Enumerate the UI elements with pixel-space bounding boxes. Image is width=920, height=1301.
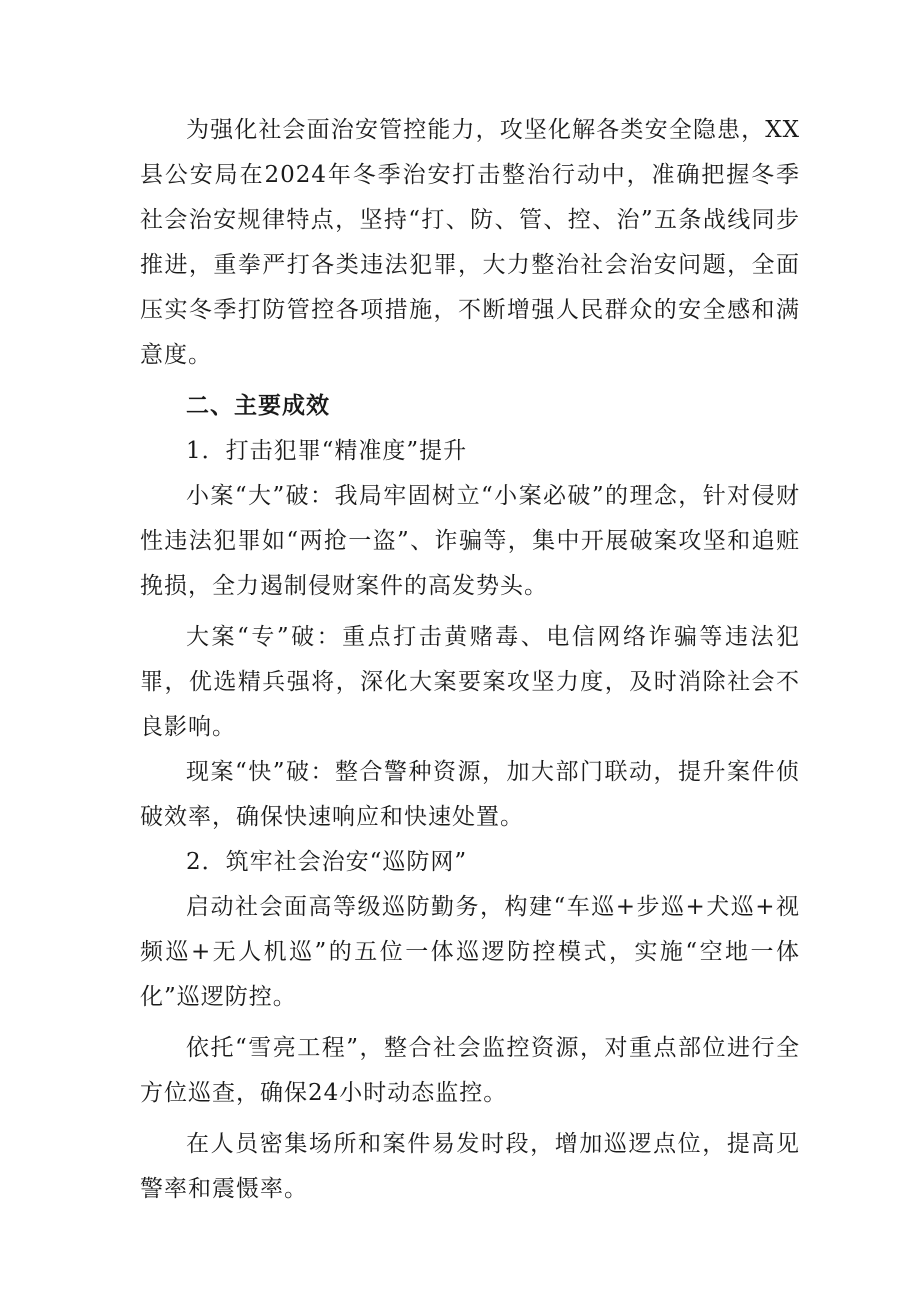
paragraph-small-cases: 小案“大”破：我局牢固树立“小案必破”的理念，针对侵财性违法犯罪如“两抢一盗”、诈骗等，集中开展破案攻坚和追赃挽损，全力遏制侵财案件的高发势头。 xyxy=(140,483,800,599)
subsection-title-1: 1．打击犯罪“精准度”提升 xyxy=(186,438,468,464)
paragraph-surveillance: 依托“雪亮工程”，整合社会监控资源，对重点部位进行全方位巡查，确保24小时动态监控。 xyxy=(140,1035,800,1106)
section-heading: 二、主要成效 xyxy=(186,393,330,419)
paragraph-current-cases: 现案“快”破：整合警种资源，加大部门联动，提升案件侦破效率，确保快速响应和快速处置。 xyxy=(140,759,800,830)
document-page xyxy=(140,108,800,1212)
intro-paragraph: 为强化社会面治安管控能力，攻坚化解各类安全隐患，XX县公安局在2024年冬季治安打击整治行动中，准确把握冬季社会治安规律特点，坚持“打、防、管、控、治”五条战线同步推进，重拳严打各类违法犯罪，大力整治社会治安问题，全面压实冬季打防管控各项措施，不断增强人民群众的安全感和满意度。 xyxy=(140,117,800,368)
paragraph-patrol-points: 在人员密集场所和案件易发时段，增加巡逻点位，提高见警率和震慑率。 xyxy=(140,1131,800,1202)
subsection-title-2: 2．筑牢社会治安“巡防网” xyxy=(186,849,468,875)
paragraph-patrol-mode: 启动社会面高等级巡防勤务，构建“车巡+步巡+犬巡+视频巡+无人机巡”的五位一体巡逻防控模式，实施“空地一体化”巡逻防控。 xyxy=(140,894,800,1010)
paragraph-big-cases: 大案“专”破：重点打击黄赌毒、电信网络诈骗等违法犯罪，优选精兵强将，深化大案要案攻坚力度，及时消除社会不良影响。 xyxy=(140,624,800,740)
